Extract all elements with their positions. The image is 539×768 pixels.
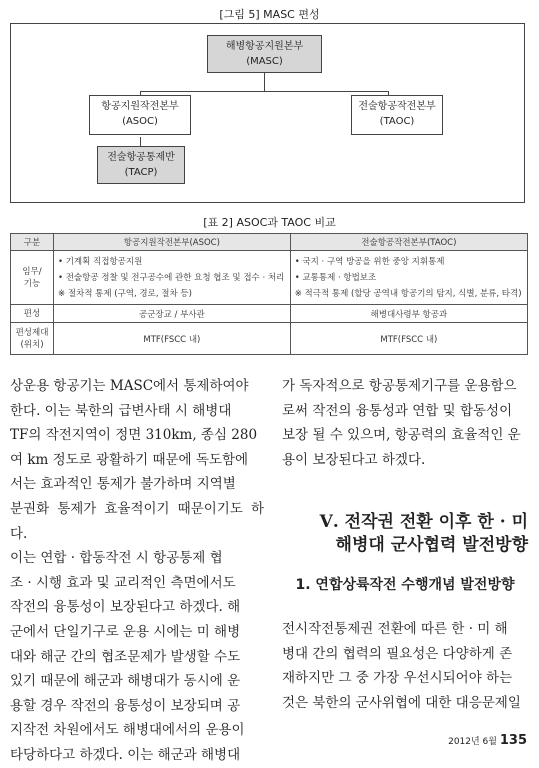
asoc-duty-cell (54, 251, 291, 305)
comparison-table (10, 233, 528, 355)
table-header-row (11, 234, 528, 251)
text-line: 이는 연합 · 합동작전 시 항공통제 협 (10, 550, 223, 567)
text-line: 여 km 정도로 광활하기 때문에 독도함에 (10, 451, 249, 468)
asoc-name: 항공지원작전본부 (101, 101, 179, 112)
taoc-duty-item: • 교통통제 · 항법보조 (294, 272, 377, 283)
page-number: 135 (499, 733, 527, 748)
asoc-box (89, 95, 191, 135)
text-line: 있기 때문에 해군과 해병대가 동시에 운 (10, 673, 241, 690)
body-left-column (10, 374, 264, 768)
row-label-duty-line1: 임무/ (22, 266, 42, 277)
taoc-box (351, 95, 443, 135)
table-caption: [표 2] ASOC과 TAOC 비교 (203, 216, 336, 229)
asoc-org-cell: 공군장교 / 부사관 (54, 305, 291, 323)
taoc-abbr: (TAOC) (379, 116, 415, 127)
body-right-column-top (282, 374, 528, 472)
masc-abbr: (MASC) (246, 56, 283, 67)
asoc-abbr: (ASOC) (122, 116, 158, 127)
section-title-line1: Ⅴ. 전작권 전환 이후 한 · 미 (319, 512, 528, 532)
masc-name: 해병항공지원본부 (225, 41, 304, 52)
tacp-box (97, 146, 185, 184)
asoc-duty-item: • 기계획 직접항공지원 (58, 256, 143, 267)
connector-tacp (140, 137, 141, 146)
asoc-duty-item: • 전술항공 정찰 및 전구공수에 관한 요청 협조 및 접수 · 처리 (58, 272, 285, 283)
tacp-abbr: (TACP) (124, 167, 158, 178)
connector-masc-down (264, 72, 265, 92)
text-line: 대와 해군 간의 협조문제가 발생할 수도 (10, 648, 241, 665)
table-row-org (11, 305, 528, 323)
text-line: 병대 간의 협력의 필요성은 다양하게 존 (282, 645, 513, 662)
text-line: 로써 작전의 융통성과 연합 및 합동성이 (282, 402, 513, 419)
issue-date: 2012년 6월 (448, 737, 497, 747)
text-line: TF의 작전지역이 정면 310km, 종심 280 (10, 427, 258, 444)
text-line: 것은 북한의 군사위협에 대한 대응문제일 (282, 694, 521, 711)
text-line: 용이 보장된다고 하겠다. (282, 451, 426, 468)
text-line: 가 독자적으로 항공통제기구를 운용함으 (282, 378, 517, 394)
table-row-unit (11, 323, 528, 355)
text-line: 분권화 통제가 효율적이기 때문이기도 하다. (10, 500, 264, 542)
taoc-name: 전술항공작전본부 (358, 101, 436, 112)
taoc-unit-cell: MTF(FSCC 내) (290, 323, 527, 355)
row-label-org: 편성 (11, 305, 54, 323)
section-title (282, 511, 528, 557)
text-line: 지작전 차원에서도 해병대에서의 운용이 (10, 722, 245, 739)
text-line: 재하지만 그 중 가장 우선시되어야 하는 (282, 670, 513, 687)
text-line: 타당하다고 하겠다. 이는 해군과 해병대 (10, 746, 241, 763)
taoc-duty-note: ※ 적극적 통제 (할당 공역내 항공기의 탐지, 식별, 분류, 타격) (294, 288, 522, 299)
connector-horizontal (140, 91, 388, 92)
taoc-duty-cell (290, 251, 527, 305)
org-chart-frame (10, 23, 525, 203)
text-line: 상운용 항공기는 MASC에서 통제하여야 (10, 378, 249, 394)
tacp-name: 전술항공통제반 (107, 152, 175, 163)
asoc-unit-cell: MTF(FSCC 내) (54, 323, 291, 355)
table-row-duty (11, 251, 528, 305)
subsection-title: 1. 연합상륙작전 수행개념 발전방향 (295, 577, 515, 593)
taoc-duty-item: • 국지 · 구역 방공을 위한 중앙 지휘통제 (294, 256, 445, 267)
text-line: 조 · 시행 효과 및 교리적인 측면에서도 (10, 574, 236, 591)
section-title-line2: 해병대 군사협력 발전방향 (335, 535, 528, 555)
text-line: 작전의 융통성이 보장된다고 하겠다. 해 (10, 599, 241, 616)
taoc-org-cell: 해병대사령부 항공과 (290, 305, 527, 323)
asoc-duty-note: ※ 절차적 통제 (구역, 경로, 절차 등) (58, 288, 192, 299)
text-line: 보장 될 수 있으며, 항공력의 효율적인 운 (282, 427, 521, 444)
row-label-duty (11, 251, 54, 305)
masc-box (207, 35, 322, 73)
header-asoc: 항공지원작전본부(ASOC) (54, 234, 291, 251)
body-right-column-bottom (282, 617, 528, 715)
text-line: 전시작전통제권 전환에 따른 한 · 미 해 (282, 621, 508, 637)
row-label-unit (11, 323, 54, 355)
row-label-unit-line1: 편성제대 (15, 327, 49, 338)
header-taoc: 전술항공작전본부(TAOC) (290, 234, 527, 251)
text-line: 한다. 이는 북한의 급변사태 시 해병대 (10, 402, 232, 419)
text-line: 서는 효과적인 통제가 불가하며 지역별 (10, 476, 236, 493)
text-line: 용할 경우 작전의 융통성이 보장되며 공 (10, 697, 241, 714)
text-line: 군에서 단일기구로 운용 시에는 미 해병 (10, 623, 241, 640)
figure-caption: [그림 5] MASC 편성 (219, 8, 320, 21)
row-label-duty-line2: 기능 (23, 278, 41, 289)
row-label-unit-line2: (위치) (20, 339, 44, 350)
header-category: 구분 (11, 234, 54, 251)
page-footer (448, 733, 527, 748)
